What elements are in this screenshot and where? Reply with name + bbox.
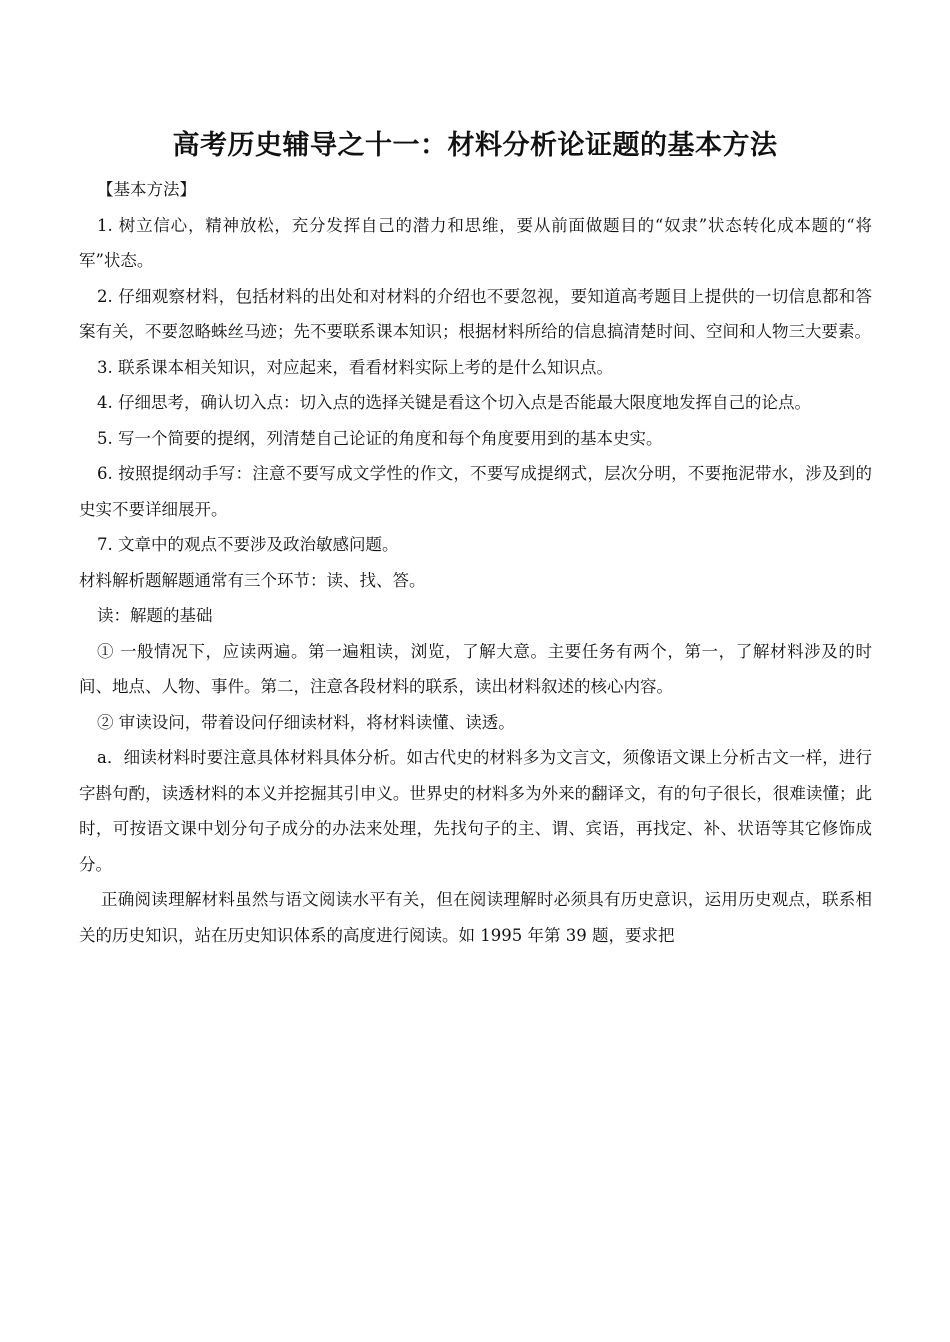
section-heading: 【基本方法】 — [97, 180, 196, 199]
paragraph-11: ② 审读设问，带着设问仔细读材料，将材料读懂、读透。 — [97, 712, 515, 732]
paragraph-9: 读：解题的基础 — [97, 606, 213, 625]
document-body — [79, 172, 872, 953]
paragraph-4: 4. 仔细思考，确认切入点：切入点的选择关键是看这个切入点是否能最大限度地发挥自己的论点。 — [97, 393, 811, 412]
paragraph-2: 2. 仔细观察材料，包括材料的出处和对材料的介绍也不要忽视，要知道高考题目上提供的一切信息都和答案有关，不要忽略蛛丝马迹；先不要联系课本知识；根据材料所给的信息搞清楚时间、空间和人物三大要素。 — [79, 286, 872, 341]
paragraph-8: 材料解析题解题通常有三个环节：读、找、答。 — [79, 570, 426, 590]
paragraph-10: ① 一般情况下，应读两遍。第一遍粗读，浏览，了解大意。主要任务有两个，第一，了解材料涉及的时间、地点、人物、事件。第二，注意各段材料的联系，读出材料叙述的核心内容。 — [79, 641, 872, 696]
paragraph-3: 3. 联系课本相关知识，对应起来，看看材料实际上考的是什么知识点。 — [97, 357, 613, 377]
paragraph-6: 6. 按照提纲动手写：注意不要写成文学性的作文，不要写成提纲式，层次分明，不要拖泥带水，涉及到的史实不要详细展开。 — [79, 464, 872, 519]
page-title: 高考历史辅导之十一：材料分析论证题的基本方法 — [172, 130, 778, 161]
paragraph-1: 1. 树立信心，精神放松，充分发挥自己的潜力和思维，要从前面做题目的“奴隶”状态转化成本题的“将军”状态。 — [79, 215, 872, 270]
paragraph-12: a．细读材料时要注意具体材料具体分析。如古代史的材料多为文言文，须像语文课上分析古文一样，进行字斟句酌，读透材料的本义并挖掘其引申义。世界史的材料多为外来的翻译文，有的句子很长，很难读懂；此时，可按语文课中划分句子成分的办法来处理，先找句子的主、谓、宾语，再找定、补、状语等其它修饰成分。 — [79, 748, 872, 874]
paragraph-7: 7. 文章中的观点不要涉及政治敏感问题。 — [97, 535, 399, 554]
paragraph-5: 5. 写一个简要的提纲，列清楚自己论证的角度和每个角度要用到的基本史实。 — [97, 428, 663, 448]
paragraph-13: 正确阅读理解材料虽然与语文阅读水平有关，但在阅读理解时必须具有历史意识，运用历史观点，联系相关的历史知识，站在历史知识体系的高度进行阅读。如 1995 年第 39 题，要求把 — [79, 890, 872, 945]
